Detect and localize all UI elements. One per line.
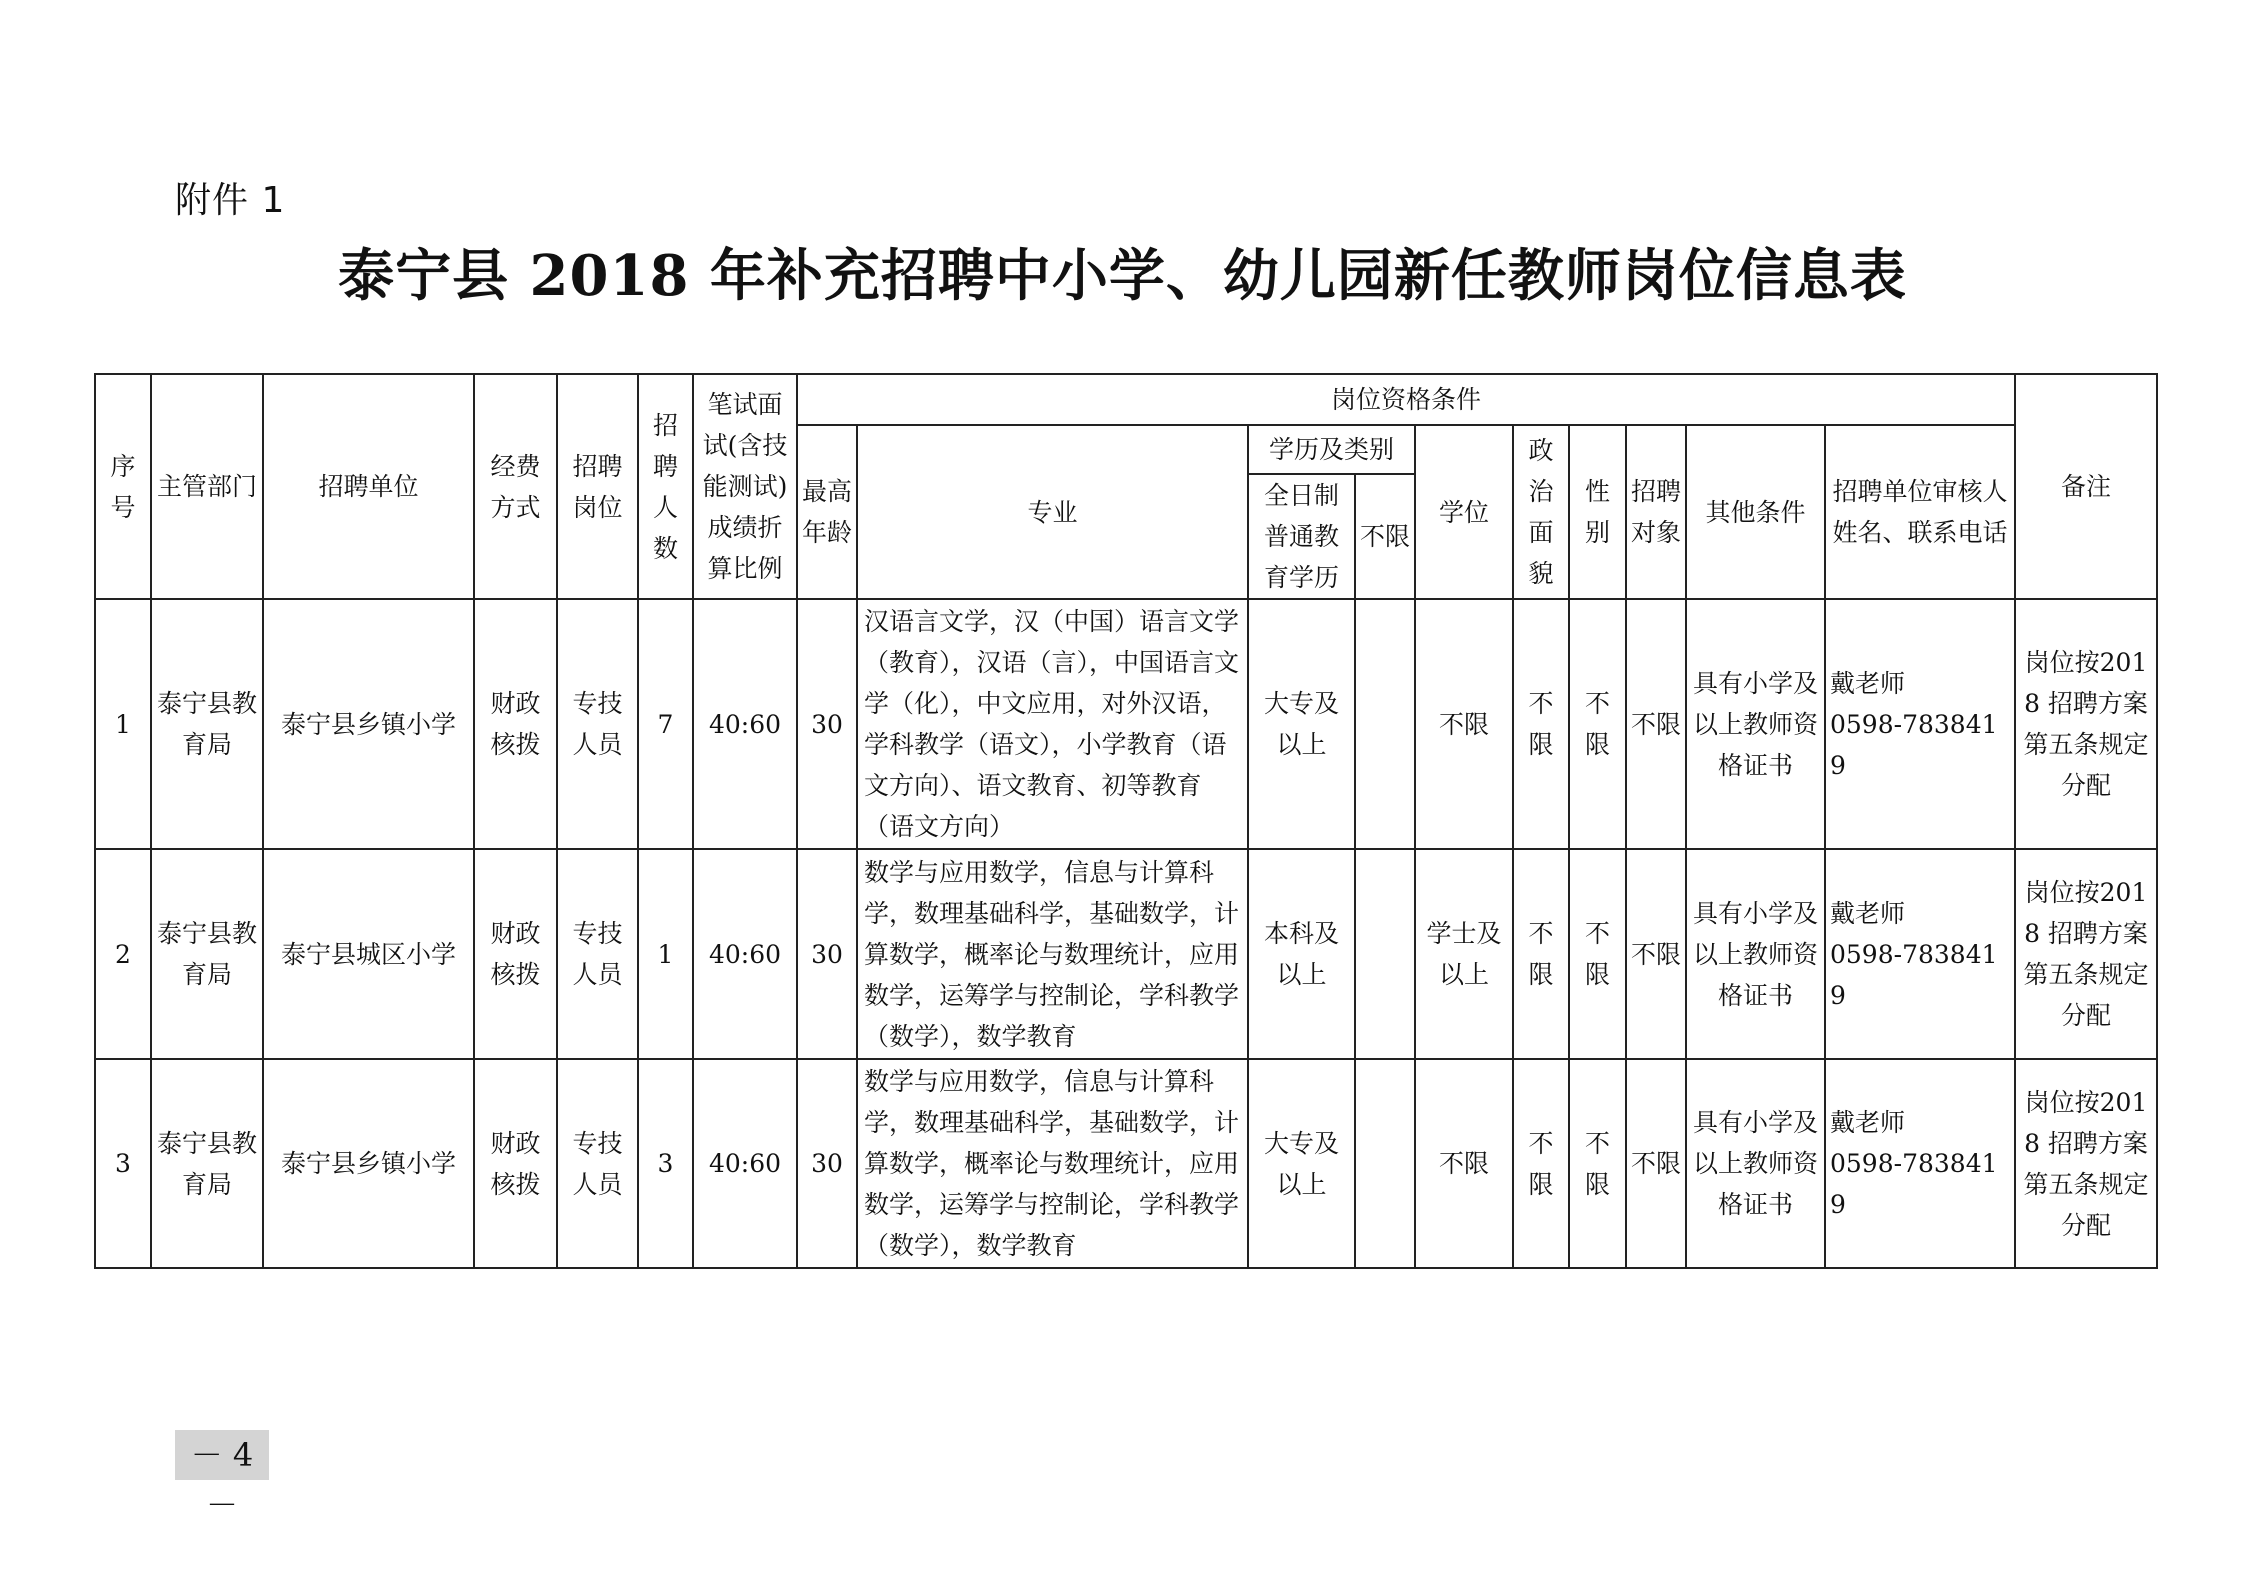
header-dept: 主管部门 xyxy=(151,374,263,599)
cell-target: 不限 xyxy=(1626,849,1686,1059)
header-remarks: 备注 xyxy=(2015,374,2157,599)
header-max-age: 最高年龄 xyxy=(797,425,857,599)
cell-post: 专技人员 xyxy=(557,599,638,849)
cell-ratio: 40:60 xyxy=(693,599,797,849)
cell-ratio: 40:60 xyxy=(693,1059,797,1268)
cell-contact xyxy=(1825,849,2015,1059)
cell-political: 不限 xyxy=(1513,599,1569,849)
cell-gender: 不限 xyxy=(1569,1059,1626,1268)
cell-max-age: 30 xyxy=(797,599,857,849)
cell-unit: 泰宁县乡镇小学 xyxy=(263,599,474,849)
contact-name: 戴老师 xyxy=(1830,1108,1906,1137)
cell-count: 3 xyxy=(638,1059,693,1268)
cell-seq: 1 xyxy=(95,599,151,849)
cell-funding: 财政核拨 xyxy=(474,1059,557,1268)
contact-phone: 0598-7838419 xyxy=(1830,939,1998,1010)
header-target: 招聘对象 xyxy=(1626,425,1686,599)
contact-name: 戴老师 xyxy=(1830,668,1906,698)
page-number: － 4 － xyxy=(175,1430,269,1480)
cell-edu-fulltime: 大专及以上 xyxy=(1248,599,1355,849)
table-row xyxy=(95,599,2157,849)
cell-degree: 不限 xyxy=(1415,1059,1513,1268)
header-political: 政治面貌 xyxy=(1513,425,1569,599)
header-count: 招聘人数 xyxy=(638,374,693,599)
cell-major: 数学与应用数学，信息与计算科学，数理基础科学，基础数学，计算数学，概率论与数理统计，应用数学，运筹学与控制论，学科教学（数学），数学教育 xyxy=(857,849,1248,1059)
contact-phone: 0598-7838419 xyxy=(1830,709,1998,780)
header-gender: 性别 xyxy=(1569,425,1626,599)
job-info-table xyxy=(94,373,2158,1269)
cell-remarks: 岗位按2018 招聘方案第五条规定分配 xyxy=(2015,599,2157,849)
cell-unit: 泰宁县城区小学 xyxy=(263,849,474,1059)
table-row xyxy=(95,1059,2157,1268)
contact-phone: 0598-7838419 xyxy=(1830,1149,1998,1219)
cell-funding: 财政核拨 xyxy=(474,599,557,849)
cell-edu-unlimited xyxy=(1355,599,1415,849)
cell-count: 1 xyxy=(638,849,693,1059)
header-edu-unlimited: 不限 xyxy=(1355,474,1415,599)
cell-degree: 学士及以上 xyxy=(1415,849,1513,1059)
cell-edu-unlimited xyxy=(1355,849,1415,1059)
cell-dept: 泰宁县教育局 xyxy=(151,849,263,1059)
cell-edu-fulltime: 大专及以上 xyxy=(1248,1059,1355,1268)
cell-degree: 不限 xyxy=(1415,599,1513,849)
cell-post: 专技人员 xyxy=(557,849,638,1059)
table-row xyxy=(95,849,2157,1059)
cell-political: 不限 xyxy=(1513,1059,1569,1268)
cell-seq: 3 xyxy=(95,1059,151,1268)
cell-max-age: 30 xyxy=(797,1059,857,1268)
header-ratio: 笔试面试(含技能测试)成绩折算比例 xyxy=(693,374,797,599)
document-title: 泰宁县 2018 年补充招聘中小学、幼儿园新任教师岗位信息表 xyxy=(338,243,1907,309)
cell-gender: 不限 xyxy=(1569,599,1626,849)
header-row xyxy=(95,374,2157,425)
cell-other: 具有小学及以上教师资格证书 xyxy=(1686,1059,1825,1268)
cell-seq: 2 xyxy=(95,849,151,1059)
cell-target: 不限 xyxy=(1626,599,1686,849)
cell-political: 不限 xyxy=(1513,849,1569,1059)
cell-unit: 泰宁县乡镇小学 xyxy=(263,1059,474,1268)
cell-contact xyxy=(1825,1059,2015,1268)
cell-funding: 财政核拨 xyxy=(474,849,557,1059)
attachment-label: 附件 1 xyxy=(175,180,286,221)
cell-dept: 泰宁县教育局 xyxy=(151,1059,263,1268)
cell-major: 数学与应用数学，信息与计算科学，数理基础科学，基础数学，计算数学，概率论与数理统计，应用数学，运筹学与控制论，学科教学（数学），数学教育 xyxy=(857,1059,1248,1268)
cell-remarks: 岗位按2018 招聘方案第五条规定分配 xyxy=(2015,849,2157,1059)
header-edu-group: 学历及类别 xyxy=(1248,425,1415,474)
cell-post: 专技人员 xyxy=(557,1059,638,1268)
header-qualifications: 岗位资格条件 xyxy=(797,374,2015,425)
header-funding: 经费方式 xyxy=(474,374,557,599)
header-seq: 序号 xyxy=(95,374,151,599)
cell-gender: 不限 xyxy=(1569,849,1626,1059)
header-contact: 招聘单位审核人姓名、联系电话 xyxy=(1825,425,2015,599)
header-post: 招聘岗位 xyxy=(557,374,638,599)
cell-other: 具有小学及以上教师资格证书 xyxy=(1686,849,1825,1059)
cell-remarks: 岗位按2018 招聘方案第五条规定分配 xyxy=(2015,1059,2157,1268)
cell-other: 具有小学及以上教师资格证书 xyxy=(1686,599,1825,849)
cell-max-age: 30 xyxy=(797,849,857,1059)
cell-contact xyxy=(1825,599,2015,849)
header-unit: 招聘单位 xyxy=(263,374,474,599)
header-degree: 学位 xyxy=(1415,425,1513,599)
contact-name: 戴老师 xyxy=(1830,898,1906,928)
cell-major: 汉语言文学，汉（中国）语言文学（教育），汉语（言），中国语言文学（化），中文应用，对外汉语，学科教学（语文），小学教育（语文方向）、语文教育、初等教育（语文方向） xyxy=(857,599,1248,849)
header-edu-fulltime: 全日制普通教育学历 xyxy=(1248,474,1355,599)
cell-edu-fulltime: 本科及以上 xyxy=(1248,849,1355,1059)
cell-target: 不限 xyxy=(1626,1059,1686,1268)
cell-count: 7 xyxy=(638,599,693,849)
cell-edu-unlimited xyxy=(1355,1059,1415,1268)
cell-ratio: 40:60 xyxy=(693,849,797,1059)
header-major: 专业 xyxy=(857,425,1248,599)
header-other: 其他条件 xyxy=(1686,425,1825,599)
cell-dept: 泰宁县教育局 xyxy=(151,599,263,849)
